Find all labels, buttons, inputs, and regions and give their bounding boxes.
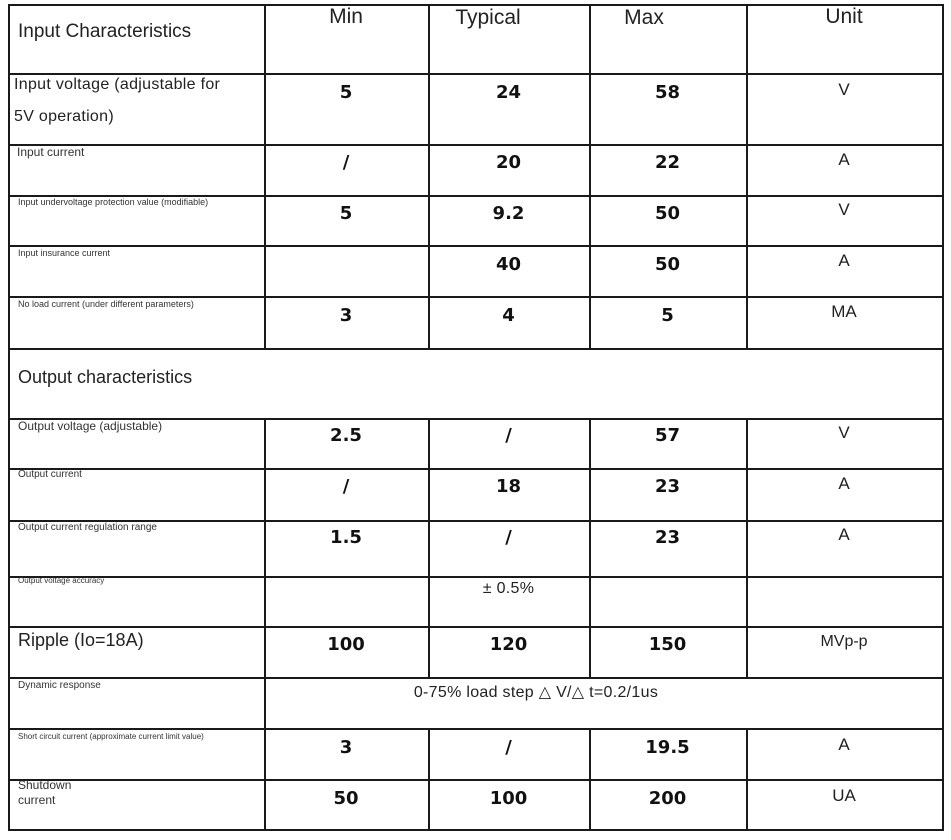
value-min: /	[342, 476, 350, 497]
param-label: 5V operation)	[14, 108, 114, 125]
value-min: /	[342, 152, 350, 173]
value-max: 57	[654, 425, 681, 446]
param-label: Short circuit current (approximate current limit value)	[18, 732, 204, 741]
value-max: 150	[648, 634, 687, 655]
value-max: 5	[661, 305, 674, 326]
param-label: Ripple (Io=18A)	[18, 630, 144, 650]
value-unit: A	[838, 150, 850, 169]
col-border	[428, 4, 430, 348]
param-label: Output voltage accuracy	[18, 576, 105, 585]
row-border	[8, 73, 944, 75]
value-unit: A	[838, 735, 850, 754]
value-typical: 20	[495, 152, 522, 173]
value-typical: 18	[495, 476, 522, 497]
value-typical: 9.2	[492, 203, 525, 224]
value-typical: 24	[495, 82, 522, 103]
col-border	[8, 4, 10, 831]
param-label: Output current regulation range	[18, 522, 157, 533]
value-typical: 100	[489, 788, 528, 809]
value-typical: 40	[495, 254, 522, 275]
value-max: 23	[654, 527, 681, 548]
value-min: 3	[339, 305, 353, 326]
row-border	[8, 779, 944, 781]
row-border	[8, 296, 944, 298]
value-unit: V	[838, 423, 850, 442]
value-min: 50	[333, 788, 359, 809]
col-border	[589, 4, 591, 348]
param-label: Input current	[17, 145, 85, 159]
param-label: No load current (under different parameters)	[18, 299, 194, 309]
header-unit: Unit	[825, 5, 863, 28]
value-typical: 120	[489, 634, 528, 655]
row-border	[8, 348, 944, 350]
param-label: Output current	[18, 469, 82, 480]
param-label: Input voltage (adjustable for	[14, 76, 221, 93]
param-label: Dynamic response	[18, 680, 101, 691]
value-max: 50	[654, 203, 681, 224]
row-border	[8, 677, 944, 679]
value-unit: MA	[831, 302, 857, 321]
value-typical: /	[505, 527, 512, 548]
row-border	[8, 576, 944, 578]
value-unit: A	[838, 525, 850, 544]
value-min: 5	[339, 82, 353, 103]
value-min: 3	[339, 737, 353, 758]
section-title-output: Output characteristics	[18, 367, 193, 387]
param-label: current	[18, 793, 56, 807]
value-span: 0-75% load step △ V/△ t=0.2/1us	[413, 684, 659, 701]
col-border	[746, 4, 748, 348]
row-border	[8, 468, 944, 470]
param-label: Shutdown	[18, 778, 72, 792]
param-label: Input insurance current	[18, 248, 111, 258]
row-border	[8, 626, 944, 628]
value-max: 50	[654, 254, 681, 275]
value-min: 2.5	[330, 425, 362, 446]
value-min: 1.5	[330, 527, 362, 548]
value-typical: /	[505, 425, 512, 446]
header-typical: Typical	[455, 6, 521, 29]
value-max: 19.5	[645, 737, 690, 758]
value-max: 58	[654, 82, 681, 103]
header-min: Min	[329, 5, 363, 28]
col-border	[942, 4, 944, 831]
section-title-input: Input Characteristics	[18, 21, 192, 42]
value-typical: ± 0.5%	[482, 580, 535, 597]
header-max: Max	[624, 6, 664, 29]
row-border	[8, 829, 944, 831]
value-typical: 4	[502, 305, 515, 326]
col-border	[264, 4, 266, 348]
value-typical: /	[505, 737, 512, 758]
value-min: 100	[327, 634, 365, 655]
value-max: 23	[654, 476, 681, 497]
value-unit: V	[838, 80, 850, 99]
value-max: 22	[654, 152, 681, 173]
value-unit: A	[838, 474, 850, 493]
value-max: 200	[648, 788, 687, 809]
row-border	[8, 144, 944, 146]
param-label: Output voltage (adjustable)	[18, 419, 163, 433]
row-border	[8, 728, 944, 730]
value-unit: MVp-p	[820, 633, 868, 650]
param-label: Input undervoltage protection value (modifiable)	[18, 197, 209, 207]
row-border	[8, 245, 944, 247]
value-unit: A	[838, 251, 850, 270]
value-unit: UA	[832, 786, 856, 805]
value-unit: V	[838, 200, 850, 219]
value-min: 5	[339, 203, 353, 224]
